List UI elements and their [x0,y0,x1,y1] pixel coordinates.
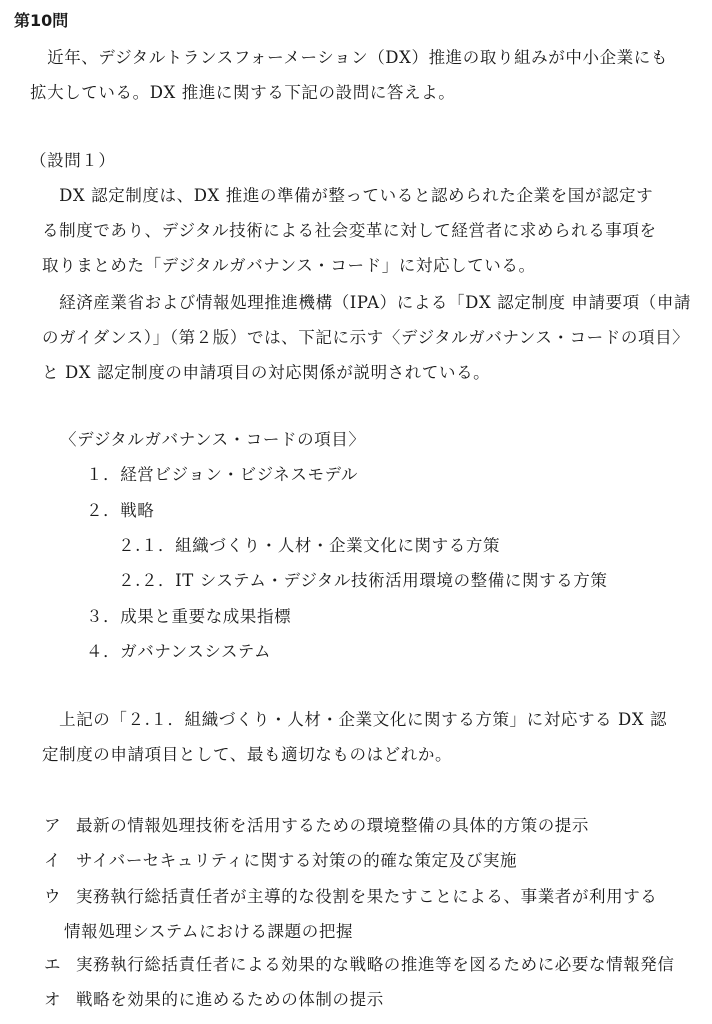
choice-label: イ [44,851,62,870]
intro-line: 拡大している。DX 推進に関する下記の設問に答えよ。 [30,83,456,102]
choice-o[interactable] [44,982,384,1017]
choice-label: エ [44,955,62,974]
code-list-heading: 〈デジタルガバナンス・コードの項目〉 [60,430,366,449]
sub-question-paragraph-2 [42,285,691,390]
choice-text: 戦略を効果的に進めるための体制の提示 [76,990,384,1009]
sub-question-label [30,143,116,178]
choice-text-continuation: 情報処理システムにおける課題の把握 [64,922,354,941]
para-line: 取りまとめた「デジタルガバナンス・コード」に対応している。 [42,256,536,275]
para-line: DX 認定制度は、DX 推進の準備が整っていると認められた企業を国が認定す [42,186,654,205]
sub-question-label-text: （設問１） [30,151,116,170]
choice-a[interactable] [44,808,589,843]
intro-line: 近年、デジタルトランスフォーメーション（DX）推進の取り組みが中小企業にも [30,48,668,67]
choice-label: オ [44,990,62,1009]
code-list-item: ４．ガバナンスシステム [86,642,272,661]
choice-text: 最新の情報処理技術を活用するための環境整備の具体的方策の提示 [76,816,589,835]
intro-paragraph [30,40,668,110]
choice-text: サイバーセキュリティに関する対策の的確な策定及び実施 [76,851,518,870]
code-list-subitem: ２.２．IT システム・デジタル技術活用環境の整備に関する方策 [118,571,608,590]
choice-label: ア [44,816,62,835]
code-list-item: １．経営ビジョン・ビジネスモデル [86,465,358,484]
choice-i[interactable] [44,843,517,878]
para-line: のガイダンス）」（第２版）では、下記に示す〈デジタルガバナンス・コードの項目〉 [42,328,690,347]
choice-label: ウ [44,887,62,906]
para-line: 経済産業省および情報処理推進機構（IPA）による「DX 認定制度 申請要項（申請 [42,293,692,312]
para-line: る制度であり、デジタル技術による社会変革に対して経営者に求められる事項を [42,221,657,240]
para-line: と DX 認定制度の申請項目の対応関係が説明されている。 [42,363,491,382]
choice-e[interactable] [44,947,675,982]
choice-u[interactable] [44,879,657,949]
code-list-item: ２．戦略 [86,501,155,520]
choice-text: 実務執行総括責任者が主導的な役割を果たすことによる、事業者が利用する [76,887,658,906]
sub-question-paragraph-1 [42,178,657,283]
prompt-line: 上記の「２.１．組織づくり・人材・企業文化に関する方策」に対応する DX 認 [42,710,668,729]
choice-text: 実務執行総括責任者による効果的な戦略の推進等を図るために必要な情報発信 [76,955,675,974]
prompt-line: 定制度の申請項目として、最も適切なものはどれか。 [42,745,453,764]
prompt-paragraph [42,702,667,772]
question-title: 第10問 [14,11,69,30]
code-list-item: ３．成果と重要な成果指標 [86,607,292,626]
code-list-subitem: ２.１．組織づくり・人材・企業文化に関する方策 [118,536,501,555]
